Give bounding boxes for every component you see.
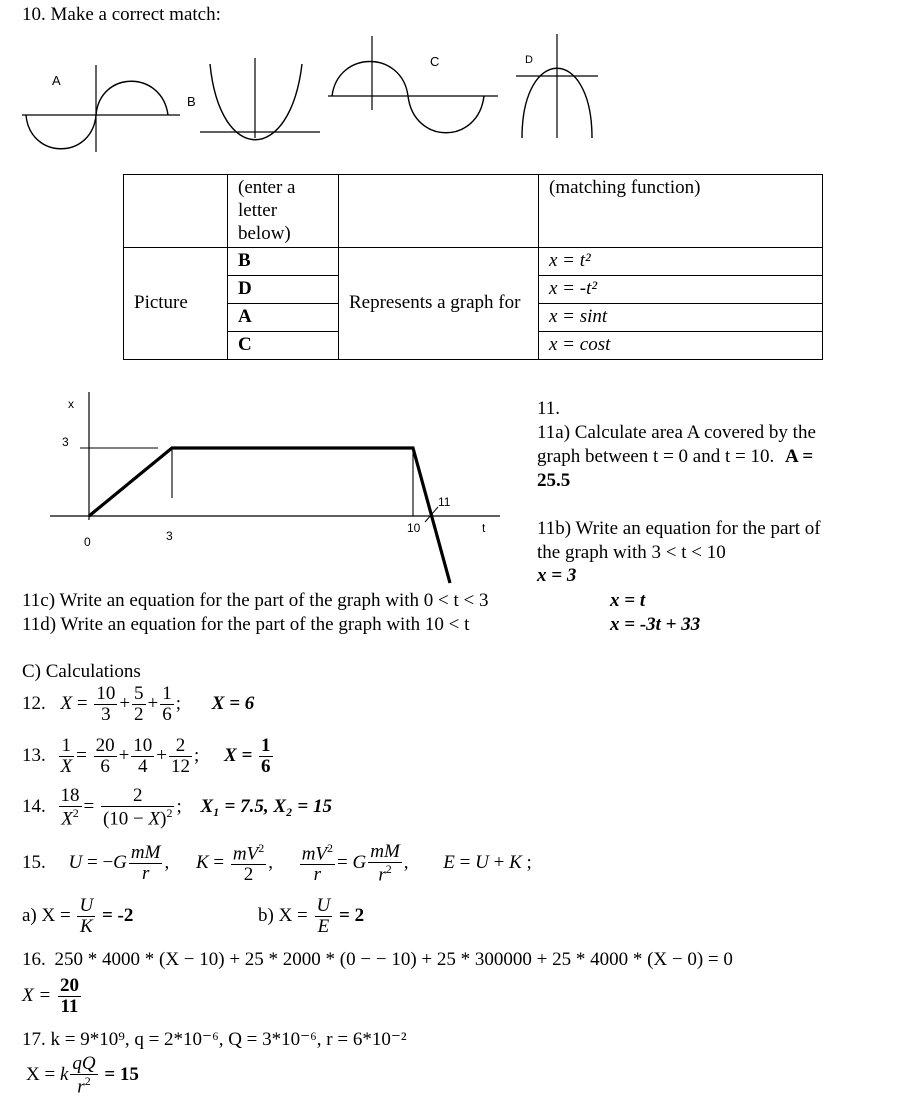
- q16-answer-den: 11: [60, 995, 79, 1017]
- q11d-text: 11d) Write an equation for the part of the graph with 10 < t: [22, 614, 470, 635]
- table-letter: D: [228, 276, 339, 304]
- graph-a-label: A: [52, 73, 61, 88]
- q17-given: k = 9*10⁹, q = 2*10⁻⁶, Q = 3*10⁻⁶, r = 6*10⁻²: [50, 1029, 407, 1050]
- q17-answer-line: X = k $\frac{qQ}{r^2}$ = 15: [26, 1053, 139, 1098]
- q11b-text: 11b) Write an equation for the part of the graph with 3 < t < 10: [537, 518, 821, 563]
- q15: 15. U = −G $\frac{mM}{r}$ , K = $\frac{mV^2}{2}$ , $\frac{mV^2}{r}$ = G $\frac{mM}{r^2}$ , E = U + K ;: [22, 841, 532, 886]
- q14-answer: X₁ = 7.5, X₂ = 15: [200, 795, 332, 817]
- graph-a: [22, 65, 180, 152]
- table-func: x = t²: [539, 248, 823, 276]
- q13-answer-den: 6: [261, 755, 271, 777]
- q13: 13. $\frac{1}{X}$ = $\frac{20}{6}$ + $\frac{10}{4}$ + $\frac{2}{12}$ ; X = $\frac{1}{6}$: [22, 735, 271, 777]
- x-tick-11: 11: [438, 495, 451, 509]
- q10-graphs: [0, 30, 620, 155]
- q11d-answer: x = -3t + 33: [610, 614, 701, 635]
- q16-equation: 250 * 4000 * (X − 10) + 25 * 2000 * (0 − − 10) + 25 * 300000 + 25 * 4000 * (X − 0) = 0: [54, 949, 733, 970]
- table-cell-empty: [339, 175, 539, 248]
- q16-x-label: X =: [22, 984, 52, 1006]
- graph-b: [187, 58, 320, 140]
- q12-number: 12.: [22, 692, 46, 714]
- q11b-answer: x = 3: [537, 565, 577, 586]
- q16-answer: [22, 976, 83, 1017]
- q11c-text: 11c) Write an equation for the part of the graph with 0 < t < 3: [22, 590, 489, 611]
- table-letter: C: [228, 331, 339, 359]
- table-letter: B: [228, 248, 339, 276]
- q14: 14. $\frac{18}{X^2}$ = $\frac{2}{(10 - X)^2}$ ; X₁ = 7.5, X₂ = 15: [22, 785, 332, 830]
- table-col-enter: (enter a letter below): [228, 175, 339, 248]
- x-axis-label: t: [482, 521, 486, 535]
- q12: 12. X = $\frac{10}{3}$ + $\frac{5}{2}$ + $\frac{1}{6}$ ; X = 6: [22, 683, 255, 725]
- x-tick-10: 10: [407, 521, 421, 535]
- q15a: a) X = $\frac{U}{K}$ = -2: [22, 895, 134, 937]
- q14-number: 14.: [22, 795, 46, 817]
- calc-heading: C) Calculations: [22, 661, 141, 682]
- q15a-answer: = -2: [101, 904, 134, 926]
- table-func: x = cost: [539, 331, 823, 359]
- q15b: b) X = $\frac{U}{E}$ = 2: [258, 895, 365, 937]
- table-row-label: Picture: [124, 248, 228, 359]
- q15b-label: b) X =: [258, 904, 308, 926]
- graph-d: [516, 34, 598, 138]
- q13-answer-lhs: X =: [224, 744, 253, 766]
- graph-b-label: B: [187, 94, 196, 109]
- q17-x-label: X =: [26, 1063, 56, 1085]
- q11c-answer: x = t: [610, 590, 646, 611]
- q17: [22, 1028, 407, 1051]
- q11a-answer: A = 25.5: [537, 446, 814, 491]
- q15a-label: a) X =: [22, 904, 71, 926]
- q16-number: 16.: [22, 949, 46, 970]
- q11a-text: 11a) Calculate area A covered by the graph between t = 0 and t = 10.: [537, 422, 816, 467]
- graph-d-label: D: [525, 54, 533, 66]
- q16-answer-num: 20: [59, 975, 79, 996]
- table-mid-text: Represents a graph for: [339, 248, 539, 359]
- q12-answer: X = 6: [211, 692, 255, 714]
- table-col-function: (matching function): [539, 175, 823, 248]
- table-header-row: [124, 175, 823, 248]
- q17-answer: = 15: [104, 1063, 139, 1085]
- q17-number: 17.: [22, 1029, 46, 1050]
- q15-number: 15.: [22, 851, 46, 873]
- table-func: x = sint: [539, 303, 823, 331]
- table-letter: A: [228, 303, 339, 331]
- q16: [22, 949, 733, 971]
- x-tick-3: 3: [166, 529, 173, 543]
- q10-heading: 10. Make a correct match:: [22, 4, 221, 25]
- q13-number: 13.: [22, 744, 46, 766]
- q11-number: 11.: [537, 398, 561, 419]
- q15b-answer: = 2: [339, 904, 365, 926]
- q13-answer-num: 1: [261, 735, 271, 756]
- matching-table: [123, 174, 823, 360]
- y-axis-label: x: [68, 397, 74, 411]
- q11a: [537, 421, 817, 493]
- table-cell-empty: [124, 175, 228, 248]
- origin-label: 0: [84, 535, 91, 549]
- graph-c-label: C: [430, 54, 440, 69]
- table-func: x = -t²: [539, 276, 823, 304]
- y-tick-3: 3: [62, 435, 69, 449]
- q11-graph: [0, 380, 530, 590]
- graph-c: [328, 36, 498, 133]
- table-row: [124, 248, 823, 276]
